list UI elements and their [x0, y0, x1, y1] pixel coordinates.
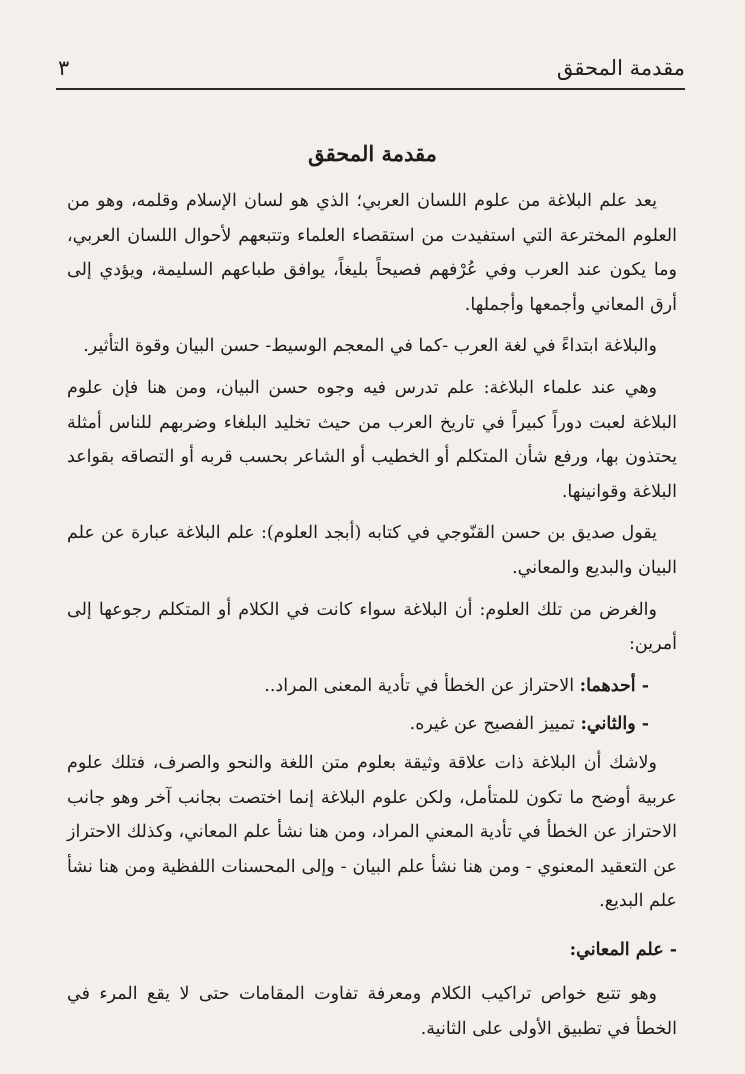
list-item-text: تمييز الفصيح عن غيره.	[409, 714, 581, 735]
list-item	[67, 707, 677, 742]
paragraph: ولاشك أن البلاغة ذات علاقة وثيقة بعلوم متن اللغة والنحو والصرف، فتلك علوم عربية أوضح ما تكون للمتأمل، ولكن علوم البلاغة إنما اختصت بجانب آخر وهو جانب الاحتراز عن الخطأ في تأدية المعني المراد، ومن هنا نشأ علم المعاني، وكذلك الاحتراز عن التعقيد المعنوي - ومن هنا نشأ علم البيان - وإلى المحسنات اللفظية ومن هنا نشأ علم البديع.	[67, 752, 677, 912]
paragraph: وهو تتبع خواص تراكيب الكلام ومعرفة تفاوت المقامات حتى لا يقع المرء في الخطأ في تطبيق الأولى على الثانية.	[67, 984, 677, 1040]
running-header	[58, 52, 685, 84]
paragraph: يعد علم البلاغة من علوم اللسان العربي؛ الذي هو لسان الإسلام وقلمه، وهو من العلوم المخترعة التي استفيدت من استقصاء العلماء وتتبعهم لأحوال اللسان العربي، وما يكون عند العرب وفي عُرْفهم فصيحاً بليغاً، يوافق طباعهم السليمة، ويؤدي إلى أرق المعاني وأجمعها وأجملها.	[67, 191, 677, 315]
list-item-label: - والثاني:	[580, 714, 649, 735]
subsection-heading: - علم المعاني:	[569, 939, 677, 960]
section-title: مقدمة المحقق	[308, 141, 437, 166]
paragraph: والغرض من تلك العلوم: أن البلاغة سواء كانت في الكلام أو المتكلم رجوعها إلى أمرين:	[67, 599, 677, 655]
paragraph: والبلاغة ابتداءً في لغة العرب -كما في المعجم الوسيط- حسن البيان وقوة التأثير.	[83, 336, 657, 357]
list-item-text: الاحتراز عن الخطأ في تأدية المعنى المراد..	[264, 675, 580, 696]
list-item	[67, 669, 677, 704]
header-divider	[56, 88, 685, 90]
page-number: ٣	[58, 56, 70, 80]
list-item-label: - أحدهما:	[579, 675, 649, 696]
body-text	[67, 184, 677, 1054]
paragraph: يقول صديق بن حسن القنّوجي في كتابه (أبجد العلوم): علم البلاغة عبارة عن علم البيان والبديع والمعاني.	[67, 523, 677, 578]
running-header-title: مقدمة المحقق	[556, 56, 685, 80]
paragraph: وهي عند علماء البلاغة: علم تدرس فيه وجوه حسن البيان، ومن هنا فإن علوم البلاغة لعبت دوراً كبيراً في تاريخ العرب من حيث تخليد البلغاء وضربهم للناس أمثلة يحتذون بها، ورفع شأن المتكلم أو الخطيب أو الشاعر بحسب قربه أو التصاقه بقواعد البلاغة وقوانينها.	[67, 377, 678, 502]
